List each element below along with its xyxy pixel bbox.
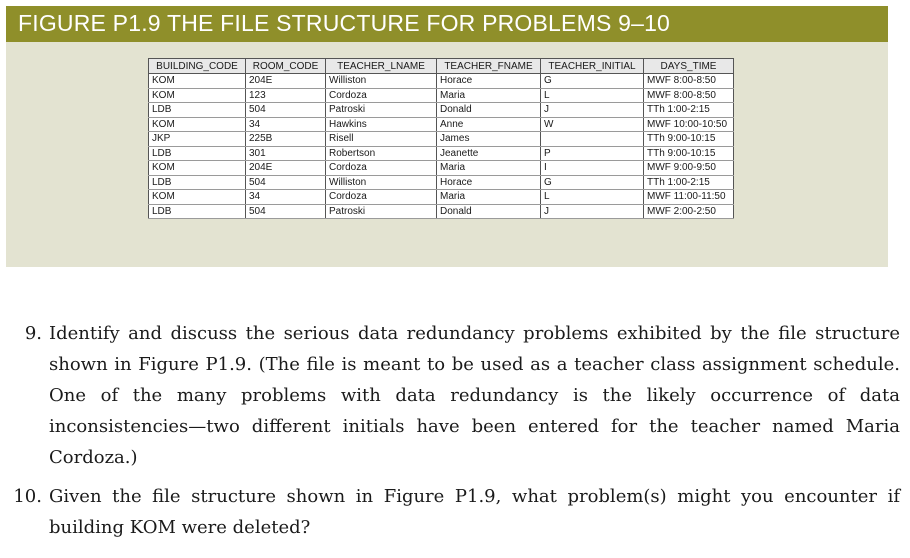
table-cell: MWF 8:00-8:50: [644, 88, 734, 103]
problem-text: Identify and discuss the serious data redundancy problems exhibited by the file structure shown in Figure P1.9. (The file is meant to be used as a teacher class assignment schedule. One of the many problems with data redundancy is the likely occurrence of data inconsistencies—two different initials have been entered for the teacher named Maria Cordoza.): [49, 323, 900, 468]
table-cell: Hawkins: [326, 117, 437, 132]
table-cell: Horace: [437, 175, 541, 190]
table-cell: LDB: [149, 204, 246, 219]
problem-10: [0, 481, 900, 543]
table-cell: James: [437, 132, 541, 147]
table-cell: KOM: [149, 88, 246, 103]
figure-header: [6, 6, 888, 42]
table-cell: Patroski: [326, 204, 437, 219]
table-cell: TTh 9:00-10:15: [644, 146, 734, 161]
table-cell: Robertson: [326, 146, 437, 161]
table-cell: KOM: [149, 161, 246, 176]
table-row: [149, 103, 734, 118]
table-cell: Patroski: [326, 103, 437, 118]
table-cell: Maria: [437, 88, 541, 103]
table-cell: 504: [246, 175, 326, 190]
table-cell: Maria: [437, 190, 541, 205]
table-row: [149, 117, 734, 132]
table-cell: KOM: [149, 117, 246, 132]
table-cell: MWF 10:00-10:50: [644, 117, 734, 132]
table-cell: I: [541, 161, 644, 176]
table-row: [149, 190, 734, 205]
table-cell: 123: [246, 88, 326, 103]
column-header: TEACHER_INITIAL: [541, 59, 644, 74]
table-cell: J: [541, 103, 644, 118]
file-structure-table: [148, 58, 734, 219]
table-row: [149, 74, 734, 89]
table-cell: MWF 11:00-11:50: [644, 190, 734, 205]
table-cell: Anne: [437, 117, 541, 132]
table-cell: 204E: [246, 161, 326, 176]
table-header-row: [149, 59, 734, 74]
column-header: DAYS_TIME: [644, 59, 734, 74]
table-cell: TTh 1:00-2:15: [644, 175, 734, 190]
table-cell: J: [541, 204, 644, 219]
table-cell: G: [541, 175, 644, 190]
table-cell: KOM: [149, 190, 246, 205]
table-cell: JKP: [149, 132, 246, 147]
table-cell: 204E: [246, 74, 326, 89]
table-cell: TTh 9:00-10:15: [644, 132, 734, 147]
column-header: ROOM_CODE: [246, 59, 326, 74]
table-cell: W: [541, 117, 644, 132]
table-row: [149, 204, 734, 219]
table-cell: 504: [246, 103, 326, 118]
column-header: TEACHER_FNAME: [437, 59, 541, 74]
table-cell: LDB: [149, 175, 246, 190]
table-row: [149, 132, 734, 147]
table-cell: Risell: [326, 132, 437, 147]
table-cell: [541, 132, 644, 147]
table-cell: 301: [246, 146, 326, 161]
table-cell: Williston: [326, 74, 437, 89]
table-cell: MWF 9:00-9:50: [644, 161, 734, 176]
table-cell: G: [541, 74, 644, 89]
table-row: [149, 88, 734, 103]
table-cell: 34: [246, 117, 326, 132]
problem-list: [0, 318, 900, 551]
table-cell: 34: [246, 190, 326, 205]
table-row: [149, 161, 734, 176]
table-cell: LDB: [149, 146, 246, 161]
table-row: [149, 146, 734, 161]
problem-number: 10.: [13, 486, 42, 507]
table-cell: 225B: [246, 132, 326, 147]
figure-panel: [6, 42, 888, 267]
table-cell: TTh 1:00-2:15: [644, 103, 734, 118]
table-cell: MWF 8:00-8:50: [644, 74, 734, 89]
column-header: BUILDING_CODE: [149, 59, 246, 74]
table-cell: Cordoza: [326, 88, 437, 103]
table-cell: Cordoza: [326, 190, 437, 205]
problem-9: [0, 318, 900, 473]
table-cell: KOM: [149, 74, 246, 89]
problem-number: 9.: [24, 323, 42, 344]
table-cell: Donald: [437, 103, 541, 118]
column-header: TEACHER_LNAME: [326, 59, 437, 74]
problem-text: Given the file structure shown in Figure P1.9, what problem(s) might you encounter if building KOM were deleted?: [49, 486, 900, 538]
table-cell: Williston: [326, 175, 437, 190]
table-cell: L: [541, 88, 644, 103]
table-cell: Horace: [437, 74, 541, 89]
table-cell: MWF 2:00-2:50: [644, 204, 734, 219]
table-cell: P: [541, 146, 644, 161]
figure-title: FIGURE P1.9 THE FILE STRUCTURE FOR PROBLEMS 9–10: [18, 10, 671, 36]
table-cell: Jeanette: [437, 146, 541, 161]
table-cell: Maria: [437, 161, 541, 176]
table-cell: LDB: [149, 103, 246, 118]
table-cell: 504: [246, 204, 326, 219]
table-body: [149, 74, 734, 219]
table-cell: Cordoza: [326, 161, 437, 176]
table-row: [149, 175, 734, 190]
table-cell: L: [541, 190, 644, 205]
table-cell: Donald: [437, 204, 541, 219]
